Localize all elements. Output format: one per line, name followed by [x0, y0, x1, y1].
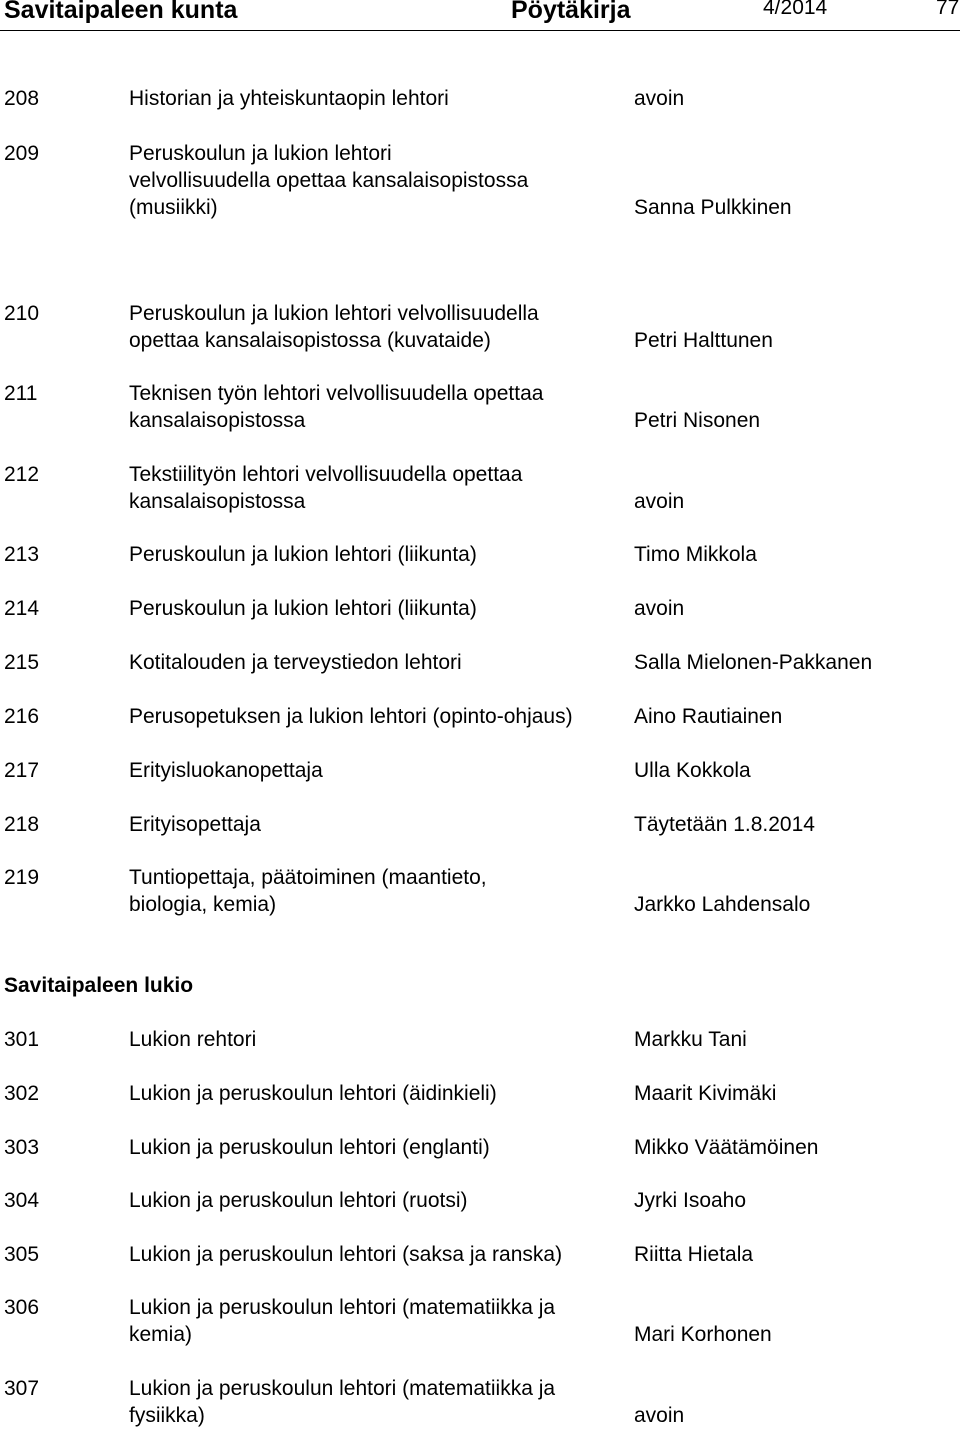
position-title [129, 1080, 629, 1107]
position-title-line: (musiikki) [129, 196, 218, 219]
position-holder: Timo Mikkola [634, 543, 757, 566]
position-title-line: Lukion ja peruskoulun lehtori (äidinkieli) [129, 1082, 497, 1105]
position-title-line: Lukion rehtori [129, 1028, 257, 1051]
position-holder: Petri Nisonen [634, 409, 761, 432]
position-title-line: fysiikka) [129, 1404, 205, 1427]
position-title-line: Lukion ja peruskoulun lehtori (englanti) [129, 1136, 490, 1159]
position-holder: avoin [634, 490, 685, 513]
position-title-line: Peruskoulun ja lukion lehtori (liikunta) [129, 597, 477, 620]
position-title [129, 595, 629, 622]
position-title-line: Tekstiilityön lehtori velvollisuudella opettaa [129, 463, 523, 486]
position-number: 305 [4, 1243, 40, 1266]
position-holder: Aino Rautiainen [634, 705, 783, 728]
position-title-line: Lukion ja peruskoulun lehtori (saksa ja ranska) [129, 1243, 563, 1266]
position-number: 214 [4, 597, 40, 620]
position-title-line: Peruskoulun ja lukion lehtori (liikunta) [129, 543, 477, 566]
position-number: 211 [4, 382, 38, 405]
position-title-line: Peruskoulun ja lukion lehtori [129, 142, 392, 165]
position-holder: avoin [634, 1404, 685, 1427]
position-title-line: Erityisopettaja [129, 813, 261, 836]
position-holder: Salla Mielonen-Pakkanen [634, 651, 873, 674]
organization-name: Savitaipaleen kunta [4, 0, 238, 24]
position-number: 217 [4, 759, 40, 782]
position-holder: Sanna Pulkkinen [634, 196, 792, 219]
position-title [129, 461, 629, 515]
position-title [129, 85, 629, 112]
position-title-line: Historian ja yhteiskuntaopin lehtori [129, 87, 449, 110]
position-number: 219 [4, 866, 40, 889]
position-number: 208 [4, 87, 40, 110]
position-title [129, 140, 629, 221]
position-holder: avoin [634, 87, 685, 110]
position-number: 301 [4, 1028, 40, 1051]
position-title-line: velvollisuudella opettaa kansalaisopistossa [129, 169, 529, 192]
position-number: 302 [4, 1082, 40, 1105]
page-number: 77 [936, 0, 960, 19]
position-title [129, 300, 629, 354]
position-number: 218 [4, 813, 40, 836]
position-title-line: Lukion ja peruskoulun lehtori (ruotsi) [129, 1189, 468, 1212]
position-holder: Jarkko Lahdensalo [634, 893, 811, 916]
position-title-line: kemia) [129, 1323, 193, 1346]
position-number: 307 [4, 1377, 40, 1400]
position-number: 210 [4, 302, 40, 325]
position-title [129, 811, 629, 838]
position-title-line: Lukion ja peruskoulun lehtori (matematiikka ja [129, 1377, 556, 1400]
position-holder: Täytetään 1.8.2014 [634, 813, 815, 836]
position-holder: Mari Korhonen [634, 1323, 772, 1346]
position-number: 304 [4, 1189, 40, 1212]
position-title-line: Peruskoulun ja lukion lehtori velvollisuudella [129, 302, 539, 325]
position-title [129, 1134, 629, 1161]
issue-number: 4/2014 [763, 0, 828, 19]
position-title-line: Perusopetuksen ja lukion lehtori (opinto-ohjaus) [129, 705, 573, 728]
position-holder: Markku Tani [634, 1028, 747, 1051]
position-title [129, 1241, 629, 1268]
page-header [0, 0, 960, 31]
position-number: 216 [4, 705, 40, 728]
position-title-line: opettaa kansalaisopistossa (kuvataide) [129, 329, 491, 352]
position-title-line: Kotitalouden ja terveystiedon lehtori [129, 651, 462, 674]
position-holder: avoin [634, 597, 685, 620]
position-title-line: kansalaisopistossa [129, 409, 306, 432]
position-title [129, 649, 629, 676]
position-title-line: kansalaisopistossa [129, 490, 306, 513]
position-title [129, 1187, 629, 1214]
position-number: 303 [4, 1136, 40, 1159]
position-number: 306 [4, 1296, 40, 1319]
position-number: 215 [4, 651, 40, 674]
position-title [129, 1375, 629, 1429]
position-title-line: Teknisen työn lehtori velvollisuudella opettaa [129, 382, 544, 405]
position-title [129, 1294, 629, 1348]
position-holder: Petri Halttunen [634, 329, 773, 352]
document-type: Pöytäkirja [511, 0, 631, 24]
position-title-line: Erityisluokanopettaja [129, 759, 323, 782]
position-title-line: biologia, kemia) [129, 893, 277, 916]
position-title [129, 757, 629, 784]
position-holder: Ulla Kokkola [634, 759, 751, 782]
section-title-lukio: Savitaipaleen lukio [4, 974, 194, 997]
position-holder: Maarit Kivimäki [634, 1082, 777, 1105]
position-number: 212 [4, 463, 40, 486]
position-title [129, 703, 629, 730]
position-holder: Mikko Väätämöinen [634, 1136, 819, 1159]
position-number: 213 [4, 543, 40, 566]
position-holder: Jyrki Isoaho [634, 1189, 747, 1212]
position-title-line: Lukion ja peruskoulun lehtori (matematiikka ja [129, 1296, 556, 1319]
position-title [129, 1026, 629, 1053]
position-number: 209 [4, 142, 40, 165]
position-holder: Riitta Hietala [634, 1243, 754, 1266]
position-title [129, 380, 629, 434]
position-title [129, 864, 629, 918]
position-title [129, 541, 629, 568]
position-title-line: Tuntiopettaja, päätoiminen (maantieto, [129, 866, 487, 889]
